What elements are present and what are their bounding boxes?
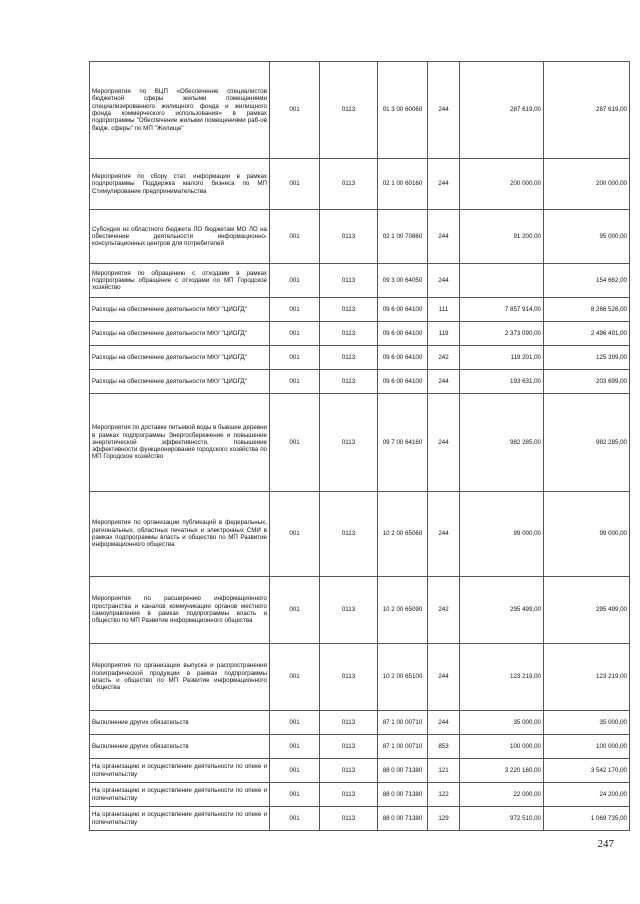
admin-code-cell: 001 <box>270 759 320 783</box>
section-code-cell: 0113 <box>320 711 378 735</box>
admin-code-cell: 001 <box>270 807 320 831</box>
expense-name-cell: На организацию и осуществление деятельности по опеке и попечительству <box>90 759 270 783</box>
section-code-cell: 0113 <box>320 210 378 264</box>
table-row <box>90 394 630 492</box>
table-row <box>90 322 630 346</box>
expense-name-cell: Выполнение других обязательств <box>90 711 270 735</box>
target-article-cell: 02 1 00 70860 <box>378 210 428 264</box>
budget-table-body <box>90 62 630 831</box>
target-article-cell: 87 1 00 00710 <box>378 735 428 759</box>
target-article-cell: 09 6 00 64100 <box>378 370 428 394</box>
expense-name-cell: Мероприятия по расширению информационного пространства и каналов коммуникации органов местного самоуправления в рамках подпрограммы власть и общество по МП Развитие информационного общества <box>90 577 270 644</box>
admin-code-cell: 001 <box>270 783 320 807</box>
amount-year2-cell: 982 285,00 <box>544 394 630 492</box>
expense-type-cell: 111 <box>428 298 460 322</box>
expense-name-cell: Мероприятия по организации выпуска и распространения полиграфической продукции в рамках подпрограммы власть и общество по МП Развитие информационного общества <box>90 644 270 711</box>
amount-year2-cell: 203 699,00 <box>544 370 630 394</box>
table-row <box>90 807 630 831</box>
page-number: 247 <box>597 838 614 850</box>
amount-year1-cell: 91 200,00 <box>460 210 544 264</box>
table-row <box>90 783 630 807</box>
amount-year1-cell: 123 219,00 <box>460 644 544 711</box>
target-article-cell: 10 2 00 65060 <box>378 492 428 577</box>
amount-year2-cell: 35 000,00 <box>544 711 630 735</box>
admin-code-cell: 001 <box>270 394 320 492</box>
admin-code-cell: 001 <box>270 210 320 264</box>
amount-year1-cell: 982 285,00 <box>460 394 544 492</box>
admin-code-cell: 001 <box>270 62 320 159</box>
table-row <box>90 346 630 370</box>
expense-name-cell: Мероприятия по организации публикаций в федеральных, региональных, областных печатных и электронных СМИ в рамках подпрограммы власть и общество по МП Развитие информационного общества <box>90 492 270 577</box>
table-row <box>90 264 630 298</box>
target-article-cell: 10 2 00 65090 <box>378 577 428 644</box>
expense-type-cell: 244 <box>428 210 460 264</box>
target-article-cell: 09 6 00 64100 <box>378 346 428 370</box>
target-article-cell: 09 6 00 64100 <box>378 322 428 346</box>
target-article-cell: 88 0 00 71380 <box>378 807 428 831</box>
budget-table <box>89 61 630 831</box>
expense-type-cell: 244 <box>428 711 460 735</box>
expense-name-cell: Расходы на обеспечение деятельности МКУ "ЦИОГД" <box>90 346 270 370</box>
amount-year2-cell: 287 619,00 <box>544 62 630 159</box>
admin-code-cell: 001 <box>270 735 320 759</box>
expense-type-cell: 244 <box>428 492 460 577</box>
amount-year1-cell: 972 510,00 <box>460 807 544 831</box>
amount-year2-cell: 8 266 526,00 <box>544 298 630 322</box>
expense-type-cell: 244 <box>428 159 460 210</box>
expense-type-cell: 129 <box>428 807 460 831</box>
expense-name-cell: Мероприятия по доставке питьевой воды в бывшие деревни в рамках подпрограммы Энергосбережение и повышение энергетической эффективности, повышение эффективности функционирования городского хозяйства по МП Городское хозяйство <box>90 394 270 492</box>
section-code-cell: 0113 <box>320 62 378 159</box>
expense-type-cell: 853 <box>428 735 460 759</box>
target-article-cell: 87 1 00 00710 <box>378 711 428 735</box>
target-article-cell: 09 7 00 64160 <box>378 394 428 492</box>
expense-name-cell: На организацию и осуществление деятельности по опеке и попечительству <box>90 807 270 831</box>
expense-type-cell: 122 <box>428 783 460 807</box>
section-code-cell: 0113 <box>320 759 378 783</box>
amount-year1-cell: 35 000,00 <box>460 711 544 735</box>
expense-name-cell: Субсидия из областного бюджета ЛО бюджетам МО ЛО на обеспечение деятельности информационно-консультационных центров для потребителей <box>90 210 270 264</box>
admin-code-cell: 001 <box>270 577 320 644</box>
expense-type-cell: 244 <box>428 394 460 492</box>
table-row <box>90 62 630 159</box>
table-row <box>90 735 630 759</box>
section-code-cell: 0113 <box>320 783 378 807</box>
section-code-cell: 0113 <box>320 370 378 394</box>
amount-year1-cell: 119 201,00 <box>460 346 544 370</box>
expense-type-cell: 242 <box>428 577 460 644</box>
amount-year2-cell: 1 069 735,00 <box>544 807 630 831</box>
admin-code-cell: 001 <box>270 322 320 346</box>
section-code-cell: 0113 <box>320 644 378 711</box>
section-code-cell: 0113 <box>320 298 378 322</box>
amount-year2-cell: 295 499,00 <box>544 577 630 644</box>
amount-year2-cell: 154 662,00 <box>544 264 630 298</box>
table-row <box>90 577 630 644</box>
section-code-cell: 0113 <box>320 322 378 346</box>
table-row <box>90 711 630 735</box>
expense-name-cell: Мероприятия по ВЦП «Обеспечение специалистов бюджетной сферы жилыми помещениями специализированного жилищного фонда и жилищного фонда коммерческого использования» в рамках подпрограммы "Обеспечение жилыми помещениями раб-ов бюдж. сферы" по МП "Жилище" <box>90 62 270 159</box>
amount-year2-cell: 24 200,00 <box>544 783 630 807</box>
expense-type-cell: 119 <box>428 322 460 346</box>
expense-name-cell: На организацию и осуществление деятельности по опеке и попечительству <box>90 783 270 807</box>
expense-name-cell: Мероприятия по сбору стат. информации в рамках подпрограммы Поддержка малого бизнеса по МП Стимулирование предпринимательства <box>90 159 270 210</box>
target-article-cell: 88 0 00 71380 <box>378 759 428 783</box>
expense-type-cell: 244 <box>428 264 460 298</box>
admin-code-cell: 001 <box>270 159 320 210</box>
expense-type-cell: 242 <box>428 346 460 370</box>
section-code-cell: 0113 <box>320 346 378 370</box>
amount-year1-cell: 295 499,00 <box>460 577 544 644</box>
admin-code-cell: 001 <box>270 370 320 394</box>
table-row <box>90 210 630 264</box>
amount-year2-cell: 2 496 491,00 <box>544 322 630 346</box>
table-row <box>90 492 630 577</box>
expense-name-cell: Расходы на обеспечение деятельности МКУ "ЦИОГД" <box>90 298 270 322</box>
amount-year1-cell: 200 000,00 <box>460 159 544 210</box>
amount-year1-cell: 193 631,00 <box>460 370 544 394</box>
amount-year1-cell: 22 000,00 <box>460 783 544 807</box>
amount-year1-cell: 99 000,00 <box>460 492 544 577</box>
admin-code-cell: 001 <box>270 298 320 322</box>
section-code-cell: 0113 <box>320 492 378 577</box>
amount-year1-cell: 3 220 160,00 <box>460 759 544 783</box>
table-row <box>90 759 630 783</box>
amount-year1-cell: 7 857 914,00 <box>460 298 544 322</box>
target-article-cell: 01 3 00 60060 <box>378 62 428 159</box>
target-article-cell: 88 0 00 71380 <box>378 783 428 807</box>
amount-year2-cell: 125 399,00 <box>544 346 630 370</box>
section-code-cell: 0113 <box>320 735 378 759</box>
amount-year2-cell: 100 000,00 <box>544 735 630 759</box>
admin-code-cell: 001 <box>270 644 320 711</box>
amount-year1-cell: 100 000,00 <box>460 735 544 759</box>
target-article-cell: 09 6 00 64100 <box>378 298 428 322</box>
expense-name-cell: Выполнение других обязательств <box>90 735 270 759</box>
admin-code-cell: 001 <box>270 711 320 735</box>
amount-year2-cell: 3 542 170,00 <box>544 759 630 783</box>
table-row <box>90 644 630 711</box>
amount-year2-cell: 99 000,00 <box>544 492 630 577</box>
expense-name-cell: Расходы на обеспечение деятельности МКУ "ЦИОГД" <box>90 370 270 394</box>
amount-year2-cell: 123 219,00 <box>544 644 630 711</box>
amount-year2-cell: 200 000,00 <box>544 159 630 210</box>
section-code-cell: 0113 <box>320 394 378 492</box>
target-article-cell: 09 3 00 64050 <box>378 264 428 298</box>
expense-name-cell: Расходы на обеспечение деятельности МКУ "ЦИОГД" <box>90 322 270 346</box>
target-article-cell: 02 1 00 60160 <box>378 159 428 210</box>
expense-type-cell: 244 <box>428 62 460 159</box>
admin-code-cell: 001 <box>270 492 320 577</box>
expense-type-cell: 244 <box>428 644 460 711</box>
amount-year2-cell: 95 000,00 <box>544 210 630 264</box>
expense-name-cell: Мероприятия по обращению с отходами в рамках подпрограммы обращение с отходами по МП Городское хозяйство <box>90 264 270 298</box>
admin-code-cell: 001 <box>270 346 320 370</box>
amount-year1-cell: 287 619,00 <box>460 62 544 159</box>
table-row <box>90 159 630 210</box>
expense-type-cell: 244 <box>428 370 460 394</box>
amount-year1-cell <box>460 264 544 298</box>
table-row <box>90 298 630 322</box>
section-code-cell: 0113 <box>320 159 378 210</box>
expense-type-cell: 121 <box>428 759 460 783</box>
target-article-cell: 10 2 00 65100 <box>378 644 428 711</box>
amount-year1-cell: 2 373 090,00 <box>460 322 544 346</box>
section-code-cell: 0113 <box>320 807 378 831</box>
section-code-cell: 0113 <box>320 577 378 644</box>
table-row <box>90 370 630 394</box>
section-code-cell: 0113 <box>320 264 378 298</box>
admin-code-cell: 001 <box>270 264 320 298</box>
